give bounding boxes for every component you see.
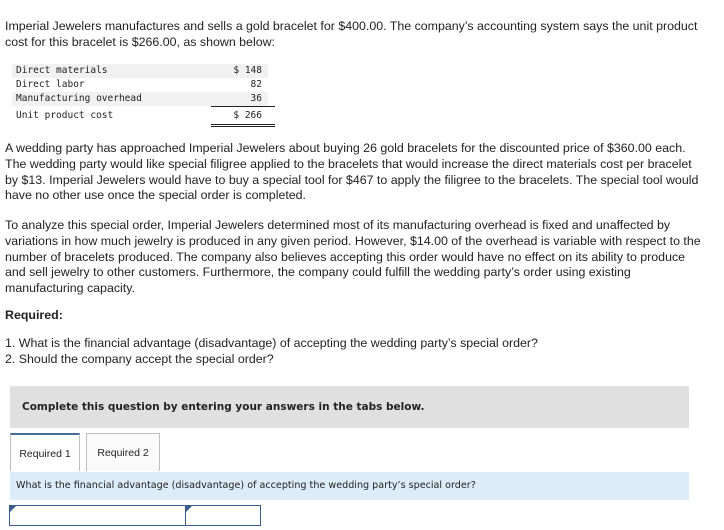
answer-row xyxy=(9,505,261,526)
cost-value: $ 148 xyxy=(233,65,262,76)
answer-label-cell[interactable] xyxy=(10,506,186,525)
cost-label: Direct materials xyxy=(16,65,108,76)
total-rule-2 xyxy=(211,126,275,127)
total-rule-1 xyxy=(211,124,275,125)
question-item: 1. What is the financial advantage (disadvantage) of accepting the wedding party’s special order? xyxy=(5,336,538,350)
cost-row-direct-labor xyxy=(12,78,268,92)
cell-marker-icon xyxy=(186,506,192,512)
cost-row-direct-materials xyxy=(12,64,268,78)
cell-marker-icon xyxy=(10,506,16,512)
subtotal-rule xyxy=(211,106,275,107)
cost-row-manufacturing-overhead xyxy=(12,92,268,106)
cost-label: Manufacturing overhead xyxy=(16,93,142,104)
question-strip: What is the financial advantage (disadvantage) of accepting the wedding party’s special order? xyxy=(10,472,689,500)
analysis-paragraph: To analyze this special order, Imperial Jewelers determined most of its manufacturing overhead is fixed and unaffected by variations in how much jewelry is produced in any given period. However, $14.00 of the overhead is variable with respect to the number of bracelets produced. The company also believes accepting this order would have no effect on its ability to produce and sell jewelry to other customers. Furthermore, the company could fulfill the wedding party’s order using existing manufacturing capacity. xyxy=(5,218,701,296)
intro-paragraph: Imperial Jewelers manufactures and sells a gold bracelet for $400.00. The company’s accounting system says the unit product cost for this bracelet is $266.00, as shown below: xyxy=(5,19,698,49)
cost-value: $ 266 xyxy=(233,110,262,121)
cost-value: 82 xyxy=(250,79,262,90)
question-item: 2. Should the company accept the special order? xyxy=(5,351,274,366)
question-list xyxy=(5,336,538,367)
required-heading: Required: xyxy=(5,308,63,322)
cost-value: 36 xyxy=(250,93,262,104)
special-order-paragraph: A wedding party has approached Imperial Jewelers about buying 26 gold bracelets for the discounted price of $360.00 each. The wedding party would like special filigree applied to the bracelets that would increase the direct materials cost per bracelet by $13. Imperial Jewelers would have to buy a special tool for $467 to apply the filigree to the bracelets. The special tool would have no other use once the special order is completed. xyxy=(5,141,699,203)
cost-label: Unit product cost xyxy=(16,110,114,121)
tab-required-1[interactable]: Required 1 xyxy=(10,433,80,471)
instruction-banner: Complete this question by entering your answers in the tabs below. xyxy=(10,386,689,428)
cost-row-unit-product-cost xyxy=(12,109,268,123)
unit-cost-table xyxy=(12,64,268,123)
answer-amount-cell[interactable] xyxy=(186,506,260,525)
cost-label: Direct labor xyxy=(16,79,85,90)
tab-required-2[interactable]: Required 2 xyxy=(86,433,160,471)
